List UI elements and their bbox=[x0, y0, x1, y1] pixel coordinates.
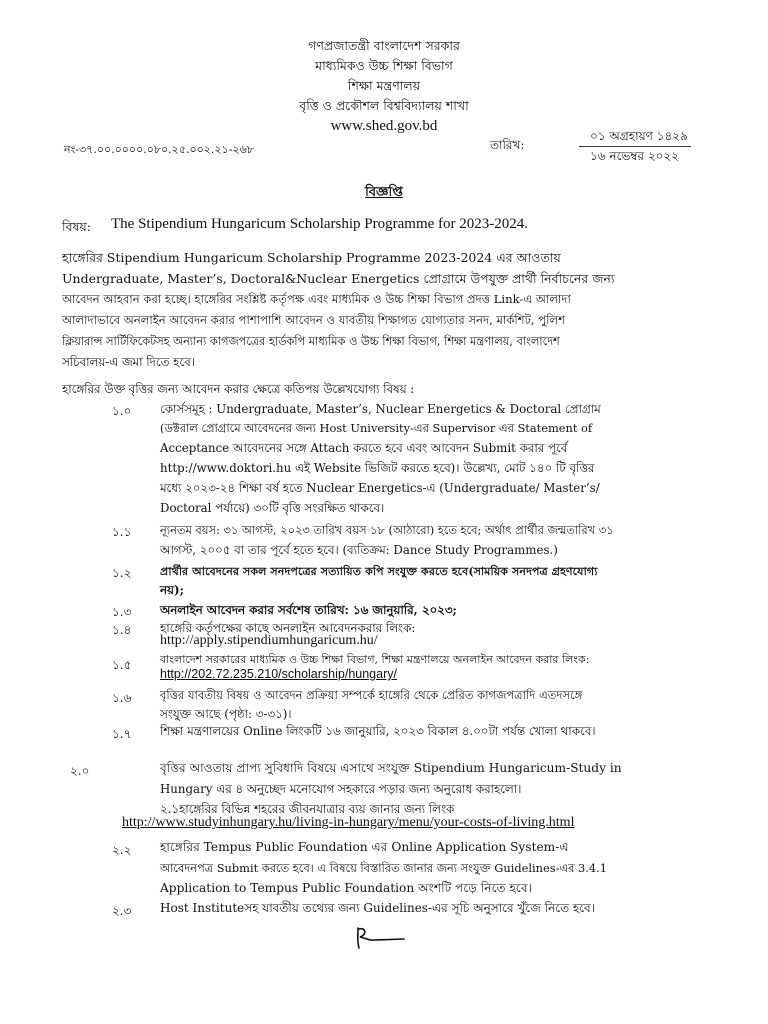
section-2-line-1: বৃত্তির আওতায় প্রাপ্য সুবিধাদি বিষয়ে এসাথে সংযুক্ত Stipendium Hungaricum-Study in bbox=[160, 761, 622, 775]
item-1-6-line-1: বৃত্তির যাবতীয় বিষয় ও আবেদন প্রক্রিয়া সম্পর্কে হাঙ্গেরি থেকে প্রেরিত কাগজপত্রাদি এতদসঙ্গে bbox=[160, 688, 583, 702]
item-1-0-line-2: (ডক্টরাল প্রোগ্রামে আবেদনের জন্য Host University-এর Supervisor এর Statement of bbox=[160, 421, 593, 435]
intro-line-5: ক্লিয়ারান্স সার্টিফিকেটসহ অন্যান্য কাগজপত্রের হার্ডকপি মাধ্যমিক ও উচ্চ শিক্ষা বিভাগ, শিক্ষা মন্ত্রণালয়, বাংলাদেশ bbox=[62, 335, 560, 348]
intro-line-6: সচিবালয়-এ জমা দিতে হবে। bbox=[62, 355, 195, 369]
header-branch: বৃত্তি ও প্রকৌশল বিশ্ববিদ্যালয় শাখা bbox=[299, 98, 469, 113]
item-number: ১.৬ bbox=[112, 691, 132, 705]
intro-line-3: আবেদন আহবান করা হচ্ছে। হাঙ্গেরির সংশ্লিষ্ট কর্তৃপক্ষ এবং মাধ্যমিক ও উচ্চ শিক্ষা বিভাগ প্রদত্ত Link-এ আলাদা bbox=[62, 292, 571, 306]
section-2-1-text: ২.১হাঙ্গেরির বিভিন্ন শহরের জীবনযাত্রার ব্যয় জানার জন্য লিংক bbox=[160, 802, 455, 816]
date-divider bbox=[579, 146, 691, 147]
item-number: ১.৩ bbox=[112, 605, 132, 619]
item-1-0-line-3: Acceptance আবেদনের সঙ্গে Attach করতে হবে এবং আবেদন Submit করার পূর্বে bbox=[160, 441, 568, 455]
item-1-5-line-1: বাংলাদেশ সরকারের মাধ্যমিক ও উচ্চ শিক্ষা বিভাগ, শিক্ষা মন্ত্রণালয়ে অনলাইন আবেদন করার লিংক: bbox=[160, 653, 590, 666]
header-website: www.shed.gov.bd bbox=[330, 118, 438, 134]
header-division: মাধ্যমিকও উচ্চ শিক্ষা বিভাগ bbox=[315, 58, 453, 73]
cost-of-living-link[interactable]: http://www.studyinhungary.hu/living-in-hungary/menu/your-costs-of-living.html bbox=[122, 815, 575, 830]
header-ministry: শিক্ষা মন্ত্রণালয় bbox=[347, 78, 421, 93]
item-1-0-line-5: মধ্যে ২০২৩-২৪ শিক্ষা বর্ষ হতে Nuclear Energetics-এ (Undergraduate/ Master’s/ bbox=[160, 481, 600, 495]
section-2-2-number: ২.২ bbox=[112, 843, 132, 857]
memo-number: নং-৩৭.০০.০০০০.০৮০.২৫.০০২.২১-২৬৮ bbox=[64, 143, 254, 156]
item-1-0-line-4: http://www.doktori.hu এই Website ভিজিট করতে হবে)। উল্লেখ্য, মোট ১৪০ টি বৃত্তির bbox=[160, 461, 595, 475]
section-2-number: ২.০ bbox=[70, 764, 90, 778]
date-english: ১৬ নভেম্বর ২০২২ bbox=[590, 149, 680, 163]
item-number: ১.৫ bbox=[112, 658, 132, 672]
item-1-1-line-2: আগস্ট, ২০০৫ বা তার পূর্বে হতে হবে। (ব্যতিক্রম: Dance Study Programmes.) bbox=[160, 543, 558, 557]
intro-line-1: হাঙ্গেরির Stipendium Hungaricum Scholarship Programme 2023-2024 এর আওতায় bbox=[62, 250, 561, 265]
item-1-4-line-1: হাঙ্গেরি কর্তৃপক্ষের কাছে অনলাইন আবেদনকরার লিংক: bbox=[160, 621, 416, 635]
section-2-3-number: ২.৩ bbox=[112, 904, 132, 918]
item-number: ১.৭ bbox=[112, 727, 132, 741]
header-govt-name: গণপ্রজাতন্ত্রী বাংলাদেশ সরকার bbox=[308, 38, 460, 53]
section-2-2-line-2: আবেদনপত্র Submit করতে হবে। এ বিষয়ে বিস্তারিত জানার জন্য সংযুক্ত Guidelines-এর 3.4.1 bbox=[160, 861, 607, 875]
item-1-0-line-6: Doctoral পর্যায়ে) ৩০টি বৃত্তি সংরক্ষিত থাকবে। bbox=[160, 501, 385, 515]
section-2-3-line-1: Host Instituteসহ যাবতীয় তথ্যের জন্য Guidelines-এর সূচি অনুসারে খুঁজে নিতে হবে। bbox=[160, 901, 596, 915]
ministry-scholarship-link[interactable]: http://202.72.235.210/scholarship/hungary/ bbox=[160, 667, 397, 681]
item-1-1-line-1: ন্যূনতম বয়স: ৩১ আগস্ট, ২০২৩ তারিখ বয়স ১৮ (আঠারো) হতে হবে; অর্থাৎ প্রার্থীর জন্মতারিখ ৩১ bbox=[160, 523, 614, 537]
intro-line-4: আলাদাভাবে অনলাইন আবেদন করার পাশাপাশি আবেদন ও যাবতীয় শিক্ষাগত যোগ্যতার সনদ, মার্কশিট, পুলিশ bbox=[62, 313, 565, 327]
item-1-6-line-2: সংযুক্ত আছে (পৃষ্ঠা: ৩-৩১)। bbox=[160, 707, 292, 721]
notice-title: বিজ্ঞপ্তি bbox=[365, 185, 403, 200]
item-number: ১.৪ bbox=[112, 623, 132, 637]
subject-text: The Stipendium Hungaricum Scholarship Programme for 2023-2024. bbox=[111, 216, 529, 232]
apply-link[interactable]: http://apply.stipendiumhungaricum.hu/ bbox=[160, 633, 378, 648]
section-2-2-line-3: Application to Tempus Public Foundation অংশটি পড়ে নিতে হবে। bbox=[160, 881, 532, 895]
signature-icon bbox=[352, 924, 412, 952]
date-bangla: ০১ অগ্রহায়ণ ১৪২৯ bbox=[590, 129, 688, 143]
item-number: ১.১ bbox=[112, 525, 132, 539]
item-number: ১.২ bbox=[112, 566, 132, 580]
section-2-line-2: Hungary এর ৪ অনুচ্ছেদ মনোযোগ সহকারে পড়ার জন্য অনুরোধ করাহলো। bbox=[160, 782, 522, 796]
item-number: ১.০ bbox=[112, 404, 132, 418]
date-label: তারিখ: bbox=[490, 138, 525, 152]
item-1-2-line-1: প্রার্থীর আবেদনের সকল সনদপত্রের সত্যায়িত কপি সংযুক্ত করতে হবে(সাময়িক সনদপত্র গ্রহণযোগ্য bbox=[160, 564, 598, 578]
item-1-2-line-2: নয়); bbox=[160, 583, 184, 597]
points-heading: হাঙ্গেরির উক্ত বৃত্তির জন্য আবেদন করার ক্ষেত্রে কতিপয় উল্লেখযোগ্য বিষয় : bbox=[62, 382, 415, 396]
item-1-0-line-1: কোর্সসমূহ : Undergraduate, Master’s, Nuclear Energetics & Doctoral প্রোগ্রাম bbox=[160, 402, 601, 416]
intro-line-2: Undergraduate, Master’s, Doctoral&Nuclear Energetics প্রোগ্রামে উপযুক্ত প্রার্থী নির্বাচনের জন্য bbox=[62, 271, 615, 286]
item-1-3-line-1: অনলাইন আবেদন করার সর্বশেষ তারিখ: ১৬ জানুয়ারি, ২০২৩; bbox=[160, 603, 457, 617]
section-2-2-line-1: হাঙ্গেরির Tempus Public Foundation এর Online Application System-এ bbox=[160, 840, 569, 854]
item-1-7-line-1: শিক্ষা মন্ত্রণালয়ের Online লিংকটি ১৬ জানুয়ারি, ২০২৩ বিকাল ৪.০০টা পর্যন্ত খোলা থাকবে। bbox=[160, 724, 596, 738]
subject-label: বিষয়: bbox=[62, 219, 92, 234]
